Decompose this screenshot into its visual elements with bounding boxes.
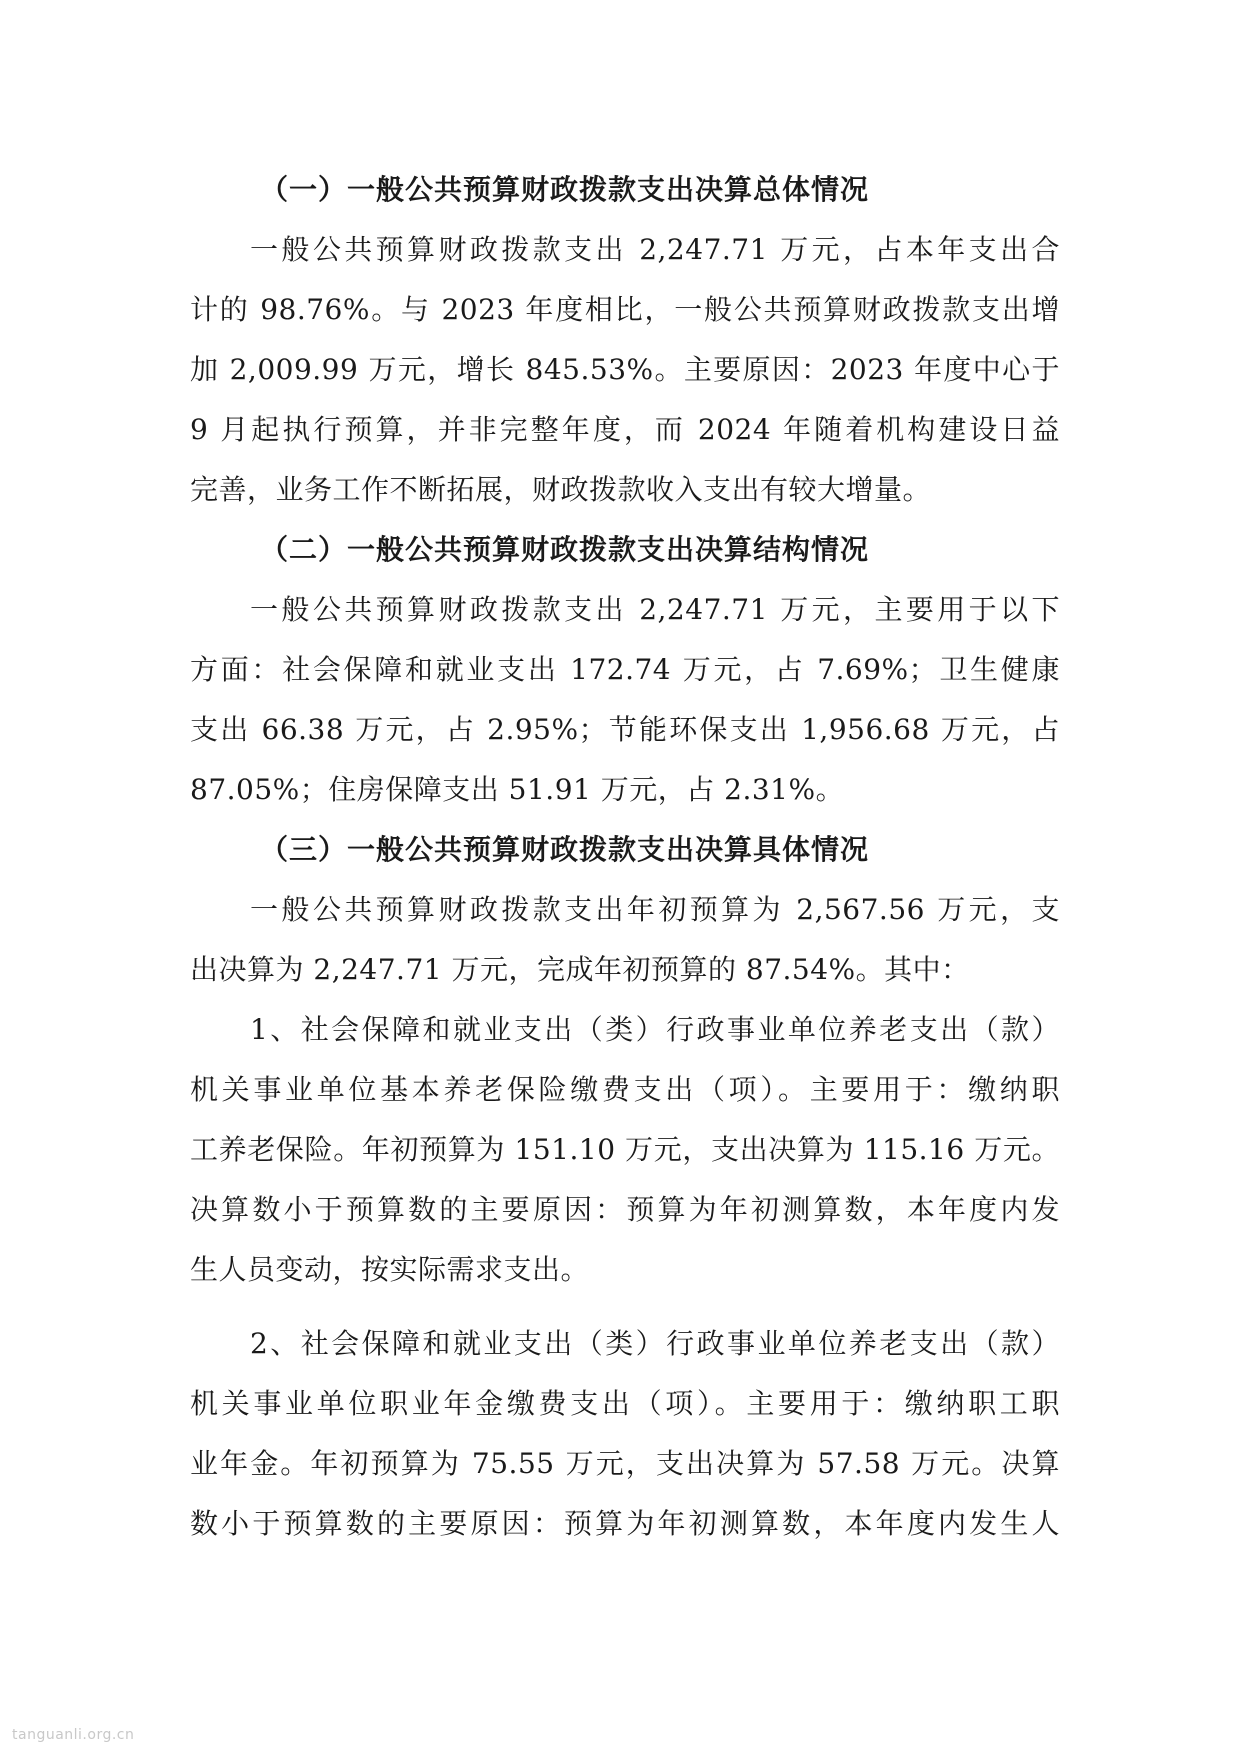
paragraph-line: 9 月起执行预算，并非完整年度，而 2024 年随着机构建设日益 [190,413,1060,446]
paragraph-line: 2、社会保障和就业支出（类）行政事业单位养老支出（款） [250,1327,1060,1360]
document-body [190,160,1060,1554]
paragraph-line: 计的 98.76%。与 2023 年度相比，一般公共预算财政拨款支出增 [190,293,1060,326]
paragraph-line: 支出 66.38 万元，占 2.95%；节能环保支出 1,956.68 万元，占 [190,713,1060,746]
section-heading-1: （一）一般公共预算财政拨款支出决算总体情况 [260,173,870,206]
paragraph-line: 数小于预算数的主要原因：预算为年初测算数，本年度内发生人 [190,1507,1060,1540]
paragraph-line: 一般公共预算财政拨款支出 2,247.71 万元，主要用于以下 [250,593,1060,626]
paragraph-line: 完善，业务工作不断拓展，财政拨款收入支出有较大增量。 [190,473,932,506]
paragraph-gap [190,1300,1060,1314]
paragraph-line: 87.05%；住房保障支出 51.91 万元，占 2.31%。 [190,773,845,806]
paragraph-line: 出决算为 2,247.71 万元，完成年初预算的 87.54%。其中： [190,953,970,986]
paragraph-line: 决算数小于预算数的主要原因：预算为年初测算数，本年度内发 [190,1193,1060,1226]
paragraph-line: 生人员变动，按实际需求支出。 [190,1253,590,1286]
paragraph-line: 加 2,009.99 万元，增长 845.53%。主要原因：2023 年度中心于 [190,353,1060,386]
site-watermark: tanguanli.org.cn [12,1727,135,1743]
paragraph-line: 机关事业单位基本养老保险缴费支出（项）。主要用于：缴纳职 [190,1073,1060,1106]
paragraph-line: 1、社会保障和就业支出（类）行政事业单位养老支出（款） [250,1013,1060,1046]
paragraph-line: 业年金。年初预算为 75.55 万元，支出决算为 57.58 万元。决算 [190,1447,1060,1480]
paragraph-line: 一般公共预算财政拨款支出年初预算为 2,567.56 万元，支 [250,893,1060,926]
paragraph-line: 一般公共预算财政拨款支出 2,247.71 万元，占本年支出合 [250,233,1060,266]
paragraph-line: 机关事业单位职业年金缴费支出（项）。主要用于：缴纳职工职 [190,1387,1060,1420]
paragraph-line: 方面：社会保障和就业支出 172.74 万元，占 7.69%；卫生健康 [190,653,1060,686]
section-heading-2: （二）一般公共预算财政拨款支出决算结构情况 [260,533,870,566]
section-heading-3: （三）一般公共预算财政拨款支出决算具体情况 [260,833,870,866]
paragraph-line: 工养老保险。年初预算为 151.10 万元，支出决算为 115.16 万元。 [190,1133,1060,1166]
